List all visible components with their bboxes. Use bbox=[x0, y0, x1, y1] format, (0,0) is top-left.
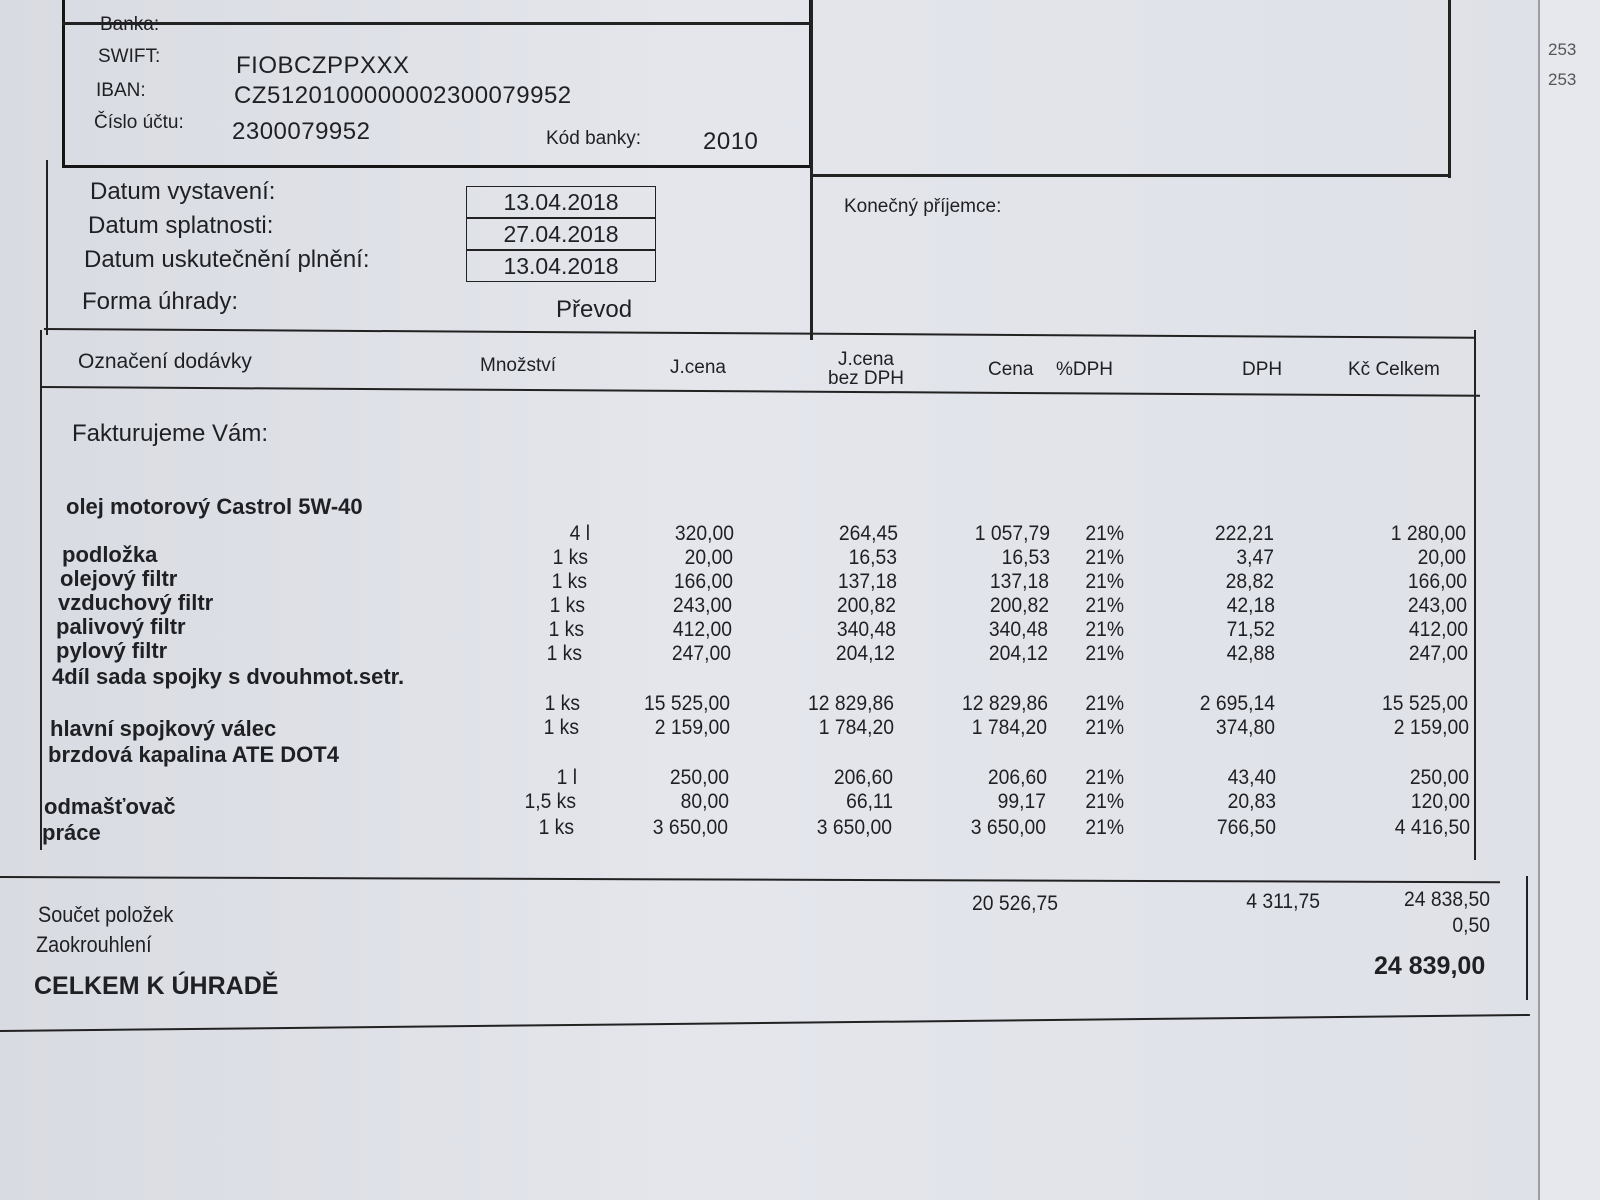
right-panel-edge bbox=[1448, 0, 1451, 178]
dates-left-border bbox=[46, 160, 48, 335]
item-2-vat-pct: 21% bbox=[1085, 546, 1124, 569]
col-header-vat-pct: %DPH bbox=[1056, 359, 1114, 380]
col-header-price: Cena bbox=[988, 359, 1034, 380]
item-4-price: 200,82 bbox=[989, 594, 1049, 617]
col-header-unit-price-net-line2: bez DPH bbox=[828, 368, 905, 389]
item-7-unit-net: 12 829,86 bbox=[808, 692, 895, 715]
item-1-unit-net: 264,45 bbox=[838, 522, 898, 545]
item-2-vat: 3,47 bbox=[1236, 546, 1275, 569]
item-2-unit-net: 16,53 bbox=[849, 546, 898, 569]
item-7-total: 15 525,00 bbox=[1382, 692, 1469, 715]
item-3-unit-net: 137,18 bbox=[837, 570, 897, 593]
item-2-total: 20,00 bbox=[1418, 546, 1467, 569]
sum-price: 20 526,75 bbox=[972, 892, 1058, 915]
item-3-vat-pct: 21% bbox=[1085, 570, 1124, 593]
payment-form-value: Převod bbox=[556, 296, 633, 323]
item-7-unit-price: 15 525,00 bbox=[644, 692, 731, 715]
bank-box-top-divider bbox=[62, 22, 812, 25]
side-fragment-2: 253 bbox=[1548, 70, 1577, 89]
final-recipient-label: Konečný příjemce: bbox=[844, 196, 1002, 217]
item-9-unit-price: 250,00 bbox=[670, 766, 730, 789]
item-name-6: pylový filtr bbox=[56, 638, 168, 663]
table-header-bottom-rule bbox=[40, 386, 1480, 397]
summary-top-rule bbox=[0, 876, 1500, 883]
item-11-vat: 766,50 bbox=[1216, 816, 1276, 839]
iban-value: CZ5120100000002300079952 bbox=[234, 82, 572, 109]
col-header-vat: DPH bbox=[1242, 359, 1283, 380]
item-4-unit-price: 243,00 bbox=[673, 594, 733, 617]
item-7-vat-pct: 21% bbox=[1085, 692, 1124, 715]
due-date-label: Datum splatnosti: bbox=[88, 212, 274, 239]
sum-label: Součet položek bbox=[38, 902, 174, 927]
item-6-vat: 42,88 bbox=[1226, 642, 1275, 665]
item-11-unit-price: 3 650,00 bbox=[652, 816, 728, 839]
table-left-border bbox=[40, 330, 42, 850]
sum-total: 24 838,50 bbox=[1404, 888, 1490, 911]
item-3-vat: 28,82 bbox=[1226, 570, 1275, 593]
col-header-unit-price-net bbox=[828, 350, 904, 388]
col-header-qty: Množství bbox=[480, 355, 557, 376]
item-9-vat-pct: 21% bbox=[1085, 766, 1124, 789]
bank-code-label: Kód banky: bbox=[546, 128, 642, 149]
item-9-price: 206,60 bbox=[987, 766, 1047, 789]
item-11-total: 4 416,50 bbox=[1394, 816, 1470, 839]
item-7-vat: 2 695,14 bbox=[1199, 692, 1276, 715]
item-2-unit-price: 20,00 bbox=[685, 546, 734, 569]
item-3-total: 166,00 bbox=[1407, 570, 1467, 593]
account-label: Číslo účtu: bbox=[94, 112, 184, 133]
item-9-unit-net: 206,60 bbox=[834, 766, 894, 789]
item-name-5: palivový filtr bbox=[56, 614, 186, 639]
rounding-value: 0,50 bbox=[1452, 914, 1490, 937]
item-8-unit-net: 1 784,20 bbox=[818, 716, 894, 739]
item-7-price: 12 829,86 bbox=[961, 692, 1048, 715]
item-6-qty: 1 ks bbox=[546, 642, 582, 665]
swift-label: SWIFT: bbox=[98, 46, 161, 67]
bank-code-value: 2010 bbox=[703, 128, 759, 155]
item-5-total: 412,00 bbox=[1408, 618, 1468, 641]
item-name-4: vzduchový filtr bbox=[58, 590, 214, 615]
item-8-qty: 1 ks bbox=[543, 716, 579, 739]
right-panel-bottom bbox=[810, 174, 1450, 177]
item-name-2: podložka bbox=[62, 542, 158, 567]
table-right-border bbox=[1474, 330, 1476, 860]
item-10-unit-price: 80,00 bbox=[680, 790, 729, 813]
item-5-vat-pct: 21% bbox=[1085, 618, 1124, 641]
due-date-value: 27.04.2018 bbox=[466, 218, 656, 250]
taxable-date-label: Datum uskutečnění plnění: bbox=[84, 246, 370, 273]
item-4-vat-pct: 21% bbox=[1085, 594, 1124, 617]
side-fragment-1: 253 bbox=[1548, 40, 1577, 59]
item-6-unit-net: 204,12 bbox=[835, 642, 895, 665]
item-5-qty: 1 ks bbox=[548, 618, 584, 641]
col-header-unit-price: J.cena bbox=[670, 357, 726, 378]
item-10-vat: 20,83 bbox=[1227, 790, 1276, 813]
sum-vat: 4 311,75 bbox=[1246, 890, 1320, 913]
item-name-11: práce bbox=[42, 820, 101, 845]
payment-form-label: Forma úhrady: bbox=[82, 288, 239, 315]
item-3-qty: 1 ks bbox=[551, 570, 587, 593]
invoice-intro: Fakturujeme Vám: bbox=[72, 420, 269, 447]
item-8-price: 1 784,20 bbox=[971, 716, 1048, 739]
item-10-total: 120,00 bbox=[1410, 790, 1470, 813]
item-5-unit-price: 412,00 bbox=[672, 618, 732, 641]
item-4-unit-net: 200,82 bbox=[837, 594, 897, 617]
item-8-vat: 374,80 bbox=[1216, 716, 1276, 739]
item-name-3: olejový filtr bbox=[60, 566, 178, 591]
item-5-price: 340,48 bbox=[989, 618, 1049, 641]
taxable-date-value: 13.04.2018 bbox=[466, 250, 656, 282]
item-7-qty: 1 ks bbox=[544, 692, 581, 715]
item-2-qty: 1 ks bbox=[552, 546, 589, 569]
item-5-unit-net: 340,48 bbox=[836, 618, 896, 641]
rounding-label: Zaokrouhlení bbox=[36, 932, 152, 957]
item-name-9: brzdová kapalina ATE DOT4 bbox=[48, 742, 339, 767]
item-11-qty: 1 ks bbox=[538, 816, 574, 839]
item-9-vat: 43,40 bbox=[1227, 766, 1276, 789]
item-4-total: 243,00 bbox=[1408, 594, 1468, 617]
issue-date-label: Datum vystavení: bbox=[90, 178, 276, 205]
item-10-vat-pct: 21% bbox=[1085, 790, 1124, 813]
col-header-unit-price-net-line1: J.cena bbox=[838, 349, 894, 370]
adjacent-page-strip bbox=[1540, 0, 1600, 1200]
summary-bottom-rule bbox=[0, 1014, 1530, 1032]
item-10-price: 99,17 bbox=[998, 790, 1047, 813]
grand-total-value: 24 839,00 bbox=[1374, 952, 1486, 980]
item-2-price: 16,53 bbox=[1001, 546, 1050, 569]
grand-total-label: CELKEM K ÚHRADĚ bbox=[34, 972, 279, 1000]
item-4-vat: 42,18 bbox=[1226, 594, 1275, 617]
item-10-unit-net: 66,11 bbox=[845, 790, 893, 813]
item-8-unit-price: 2 159,00 bbox=[654, 716, 730, 739]
item-11-unit-net: 3 650,00 bbox=[816, 816, 892, 839]
item-6-total: 247,00 bbox=[1408, 642, 1468, 665]
item-9-total: 250,00 bbox=[1410, 766, 1470, 789]
item-1-vat-pct: 21% bbox=[1085, 522, 1124, 545]
item-name-1: olej motorový Castrol 5W-40 bbox=[66, 494, 363, 519]
item-6-unit-price: 247,00 bbox=[671, 642, 731, 665]
item-name-7: 4díl sada spojky s dvouhmot.setr. bbox=[52, 664, 405, 689]
col-header-total: Kč Celkem bbox=[1348, 359, 1440, 380]
item-11-vat-pct: 21% bbox=[1085, 816, 1124, 839]
item-1-price: 1 057,79 bbox=[974, 522, 1050, 545]
item-6-price: 204,12 bbox=[988, 642, 1048, 665]
header-right-divider bbox=[810, 0, 813, 340]
bank-label: Banka: bbox=[100, 14, 160, 35]
item-1-total: 1 280,00 bbox=[1390, 522, 1466, 545]
item-name-10: odmašťovač bbox=[44, 794, 176, 819]
item-1-qty: 4 l bbox=[569, 522, 590, 545]
account-value: 2300079952 bbox=[232, 118, 371, 145]
item-1-unit-price: 320,00 bbox=[674, 522, 734, 545]
item-6-vat-pct: 21% bbox=[1085, 642, 1124, 665]
iban-label: IBAN: bbox=[96, 80, 146, 101]
item-8-vat-pct: 21% bbox=[1085, 716, 1124, 739]
item-4-qty: 1 ks bbox=[549, 594, 586, 617]
item-name-8: hlavní spojkový válec bbox=[50, 716, 277, 741]
item-10-qty: 1,5 ks bbox=[524, 790, 576, 813]
swift-value: FIOBCZPPXXX bbox=[236, 52, 410, 79]
item-3-price: 137,18 bbox=[990, 570, 1050, 593]
item-11-price: 3 650,00 bbox=[970, 816, 1046, 839]
item-8-total: 2 159,00 bbox=[1393, 716, 1469, 739]
issue-date-value: 13.04.2018 bbox=[466, 186, 656, 218]
summary-right-border bbox=[1526, 876, 1528, 1000]
item-5-vat: 71,52 bbox=[1226, 618, 1275, 641]
item-9-qty: 1 l bbox=[556, 766, 578, 789]
table-header-top-rule bbox=[44, 328, 1476, 339]
col-header-item: Označení dodávky bbox=[78, 350, 252, 373]
item-1-vat: 222,21 bbox=[1214, 522, 1274, 545]
item-3-unit-price: 166,00 bbox=[673, 570, 733, 593]
